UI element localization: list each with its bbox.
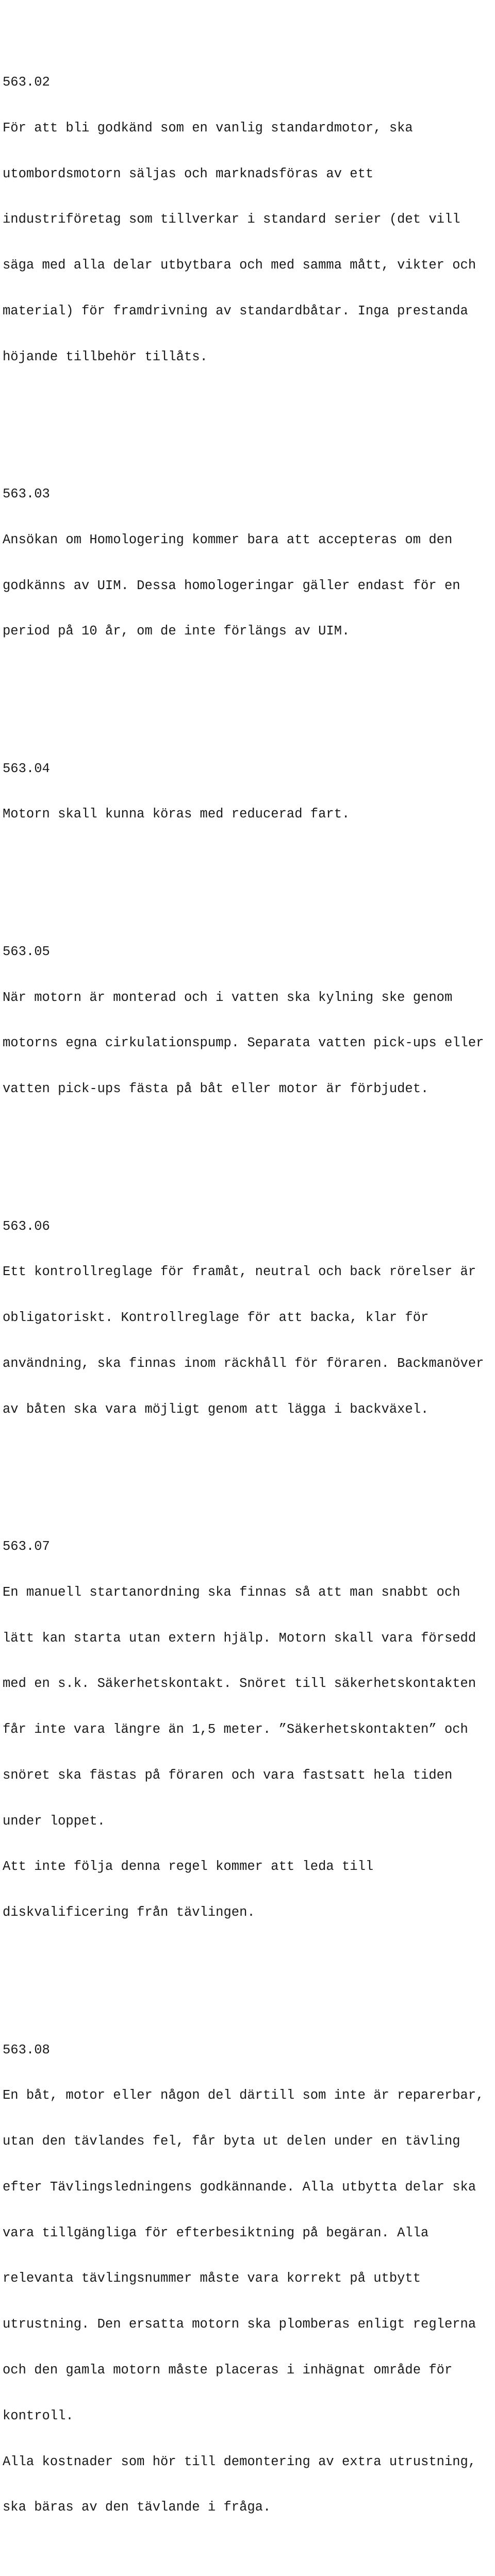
section-563-02: [3, 44, 495, 395]
section-number: 563.05: [3, 944, 50, 959]
section-text-line: får inte vara längre än 1,5 meter. ”Säkerhetskontakten” och: [3, 1722, 468, 1737]
section-text-line: material) för framdrivning av standardbåtar. Inga prestanda: [3, 303, 468, 319]
section-text-line: period på 10 år, om de inte förlängs av UIM.: [3, 624, 350, 639]
section-text-line: av båten ska vara möjligt genom att lägga i backväxel.: [3, 1401, 429, 1417]
section-text-line: säga med alla delar utbytbara och med samma mått, vikter och: [3, 258, 476, 273]
section-number: 563.03: [3, 487, 50, 501]
section-text-line: diskvalificering från tävlingen.: [3, 1905, 255, 1920]
section-text-line: För att bli godkänd som en vanlig standardmotor, ska: [3, 120, 413, 136]
section-text-line: Ett kontrollreglage för framåt, neutral och back rörelser är: [3, 1264, 476, 1280]
section-number: 563.07: [3, 1538, 50, 1554]
section-number: 563.08: [3, 2042, 50, 2058]
section-text-line: Ansökan om Homologering kommer bara att accepteras om den: [3, 532, 453, 547]
section-563-05: [3, 914, 495, 1127]
section-text-line: kontroll.: [3, 2408, 74, 2423]
section-text-line: När motorn är monterad och i vatten ska kylning ske genom: [3, 990, 453, 1005]
section-text-line: Motorn skall kunna köras med reducerad fart.: [3, 807, 350, 822]
section-text-line: under loppet.: [3, 1813, 105, 1829]
section-text-line: utrustning. Den ersatta motorn ska plomberas enligt reglerna: [3, 2317, 476, 2332]
section-text-line: relevanta tävlingsnummer måste vara korrekt på utbytt: [3, 2271, 421, 2286]
section-number: 563.04: [3, 761, 50, 776]
section-number: 563.06: [3, 1218, 50, 1234]
section-563-03: [3, 456, 495, 670]
section-text-line: Att inte följa denna regel kommer att leda till: [3, 1859, 374, 1875]
section-text-line: utombordsmotorn säljas och marknadsföras av ett: [3, 166, 374, 181]
section-text-line: med en s.k. Säkerhetskontakt. Snöret till säkerhetskontakten: [3, 1676, 476, 1692]
section-563-07: [3, 1509, 495, 1951]
section-text-line: vara tillgängliga för efterbesiktning på begäran. Alla: [3, 2225, 429, 2240]
section-text-line: utan den tävlandes fel, får byta ut delen under en tävling: [3, 2134, 460, 2149]
section-text-line: lätt kan starta utan extern hjälp. Motorn skall vara försedd: [3, 1630, 476, 1646]
section-text-line: ska bäras av den tävlande i fråga.: [3, 2500, 271, 2515]
section-563-04: [3, 731, 495, 853]
section-text-line: godkänns av UIM. Dessa homologeringar gäller endast för en: [3, 578, 460, 593]
section-text-line: industriföretag som tillverkar i standard serier (det vill: [3, 212, 460, 227]
section-text-line: En båt, motor eller någon del därtill som inte är reparerbar,: [3, 2088, 484, 2103]
section-text-line: En manuell startanordning ska finnas så att man snabbt och: [3, 1584, 460, 1600]
section-text-line: efter Tävlingsledningens godkännande. Alla utbytta delar ska: [3, 2179, 476, 2195]
section-563-06: [3, 1188, 495, 1447]
section-text-line: Alla kostnader som hör till demontering av extra utrustning,: [3, 2454, 476, 2469]
section-text-line: användning, ska finnas inom räckhåll för föraren. Backmanöver: [3, 1356, 484, 1371]
section-text-line: motorns egna cirkulationspump. Separata vatten pick-ups eller: [3, 1035, 484, 1051]
section-563-08: [3, 2012, 495, 2546]
section-number: 563.02: [3, 74, 50, 90]
section-text-line: vatten pick-ups fästa på båt eller motor är förbjudet.: [3, 1081, 429, 1097]
section-text-line: obligatoriskt. Kontrollreglage för att backa, klar för: [3, 1310, 429, 1326]
document-page: [3, 0, 495, 2576]
section-text-line: snöret ska fästas på föraren och vara fastsatt hela tiden: [3, 1767, 453, 1783]
section-text-line: och den gamla motorn måste placeras i inhägnat område för: [3, 2363, 453, 2378]
section-text-line: höjande tillbehör tillåts.: [3, 349, 208, 364]
